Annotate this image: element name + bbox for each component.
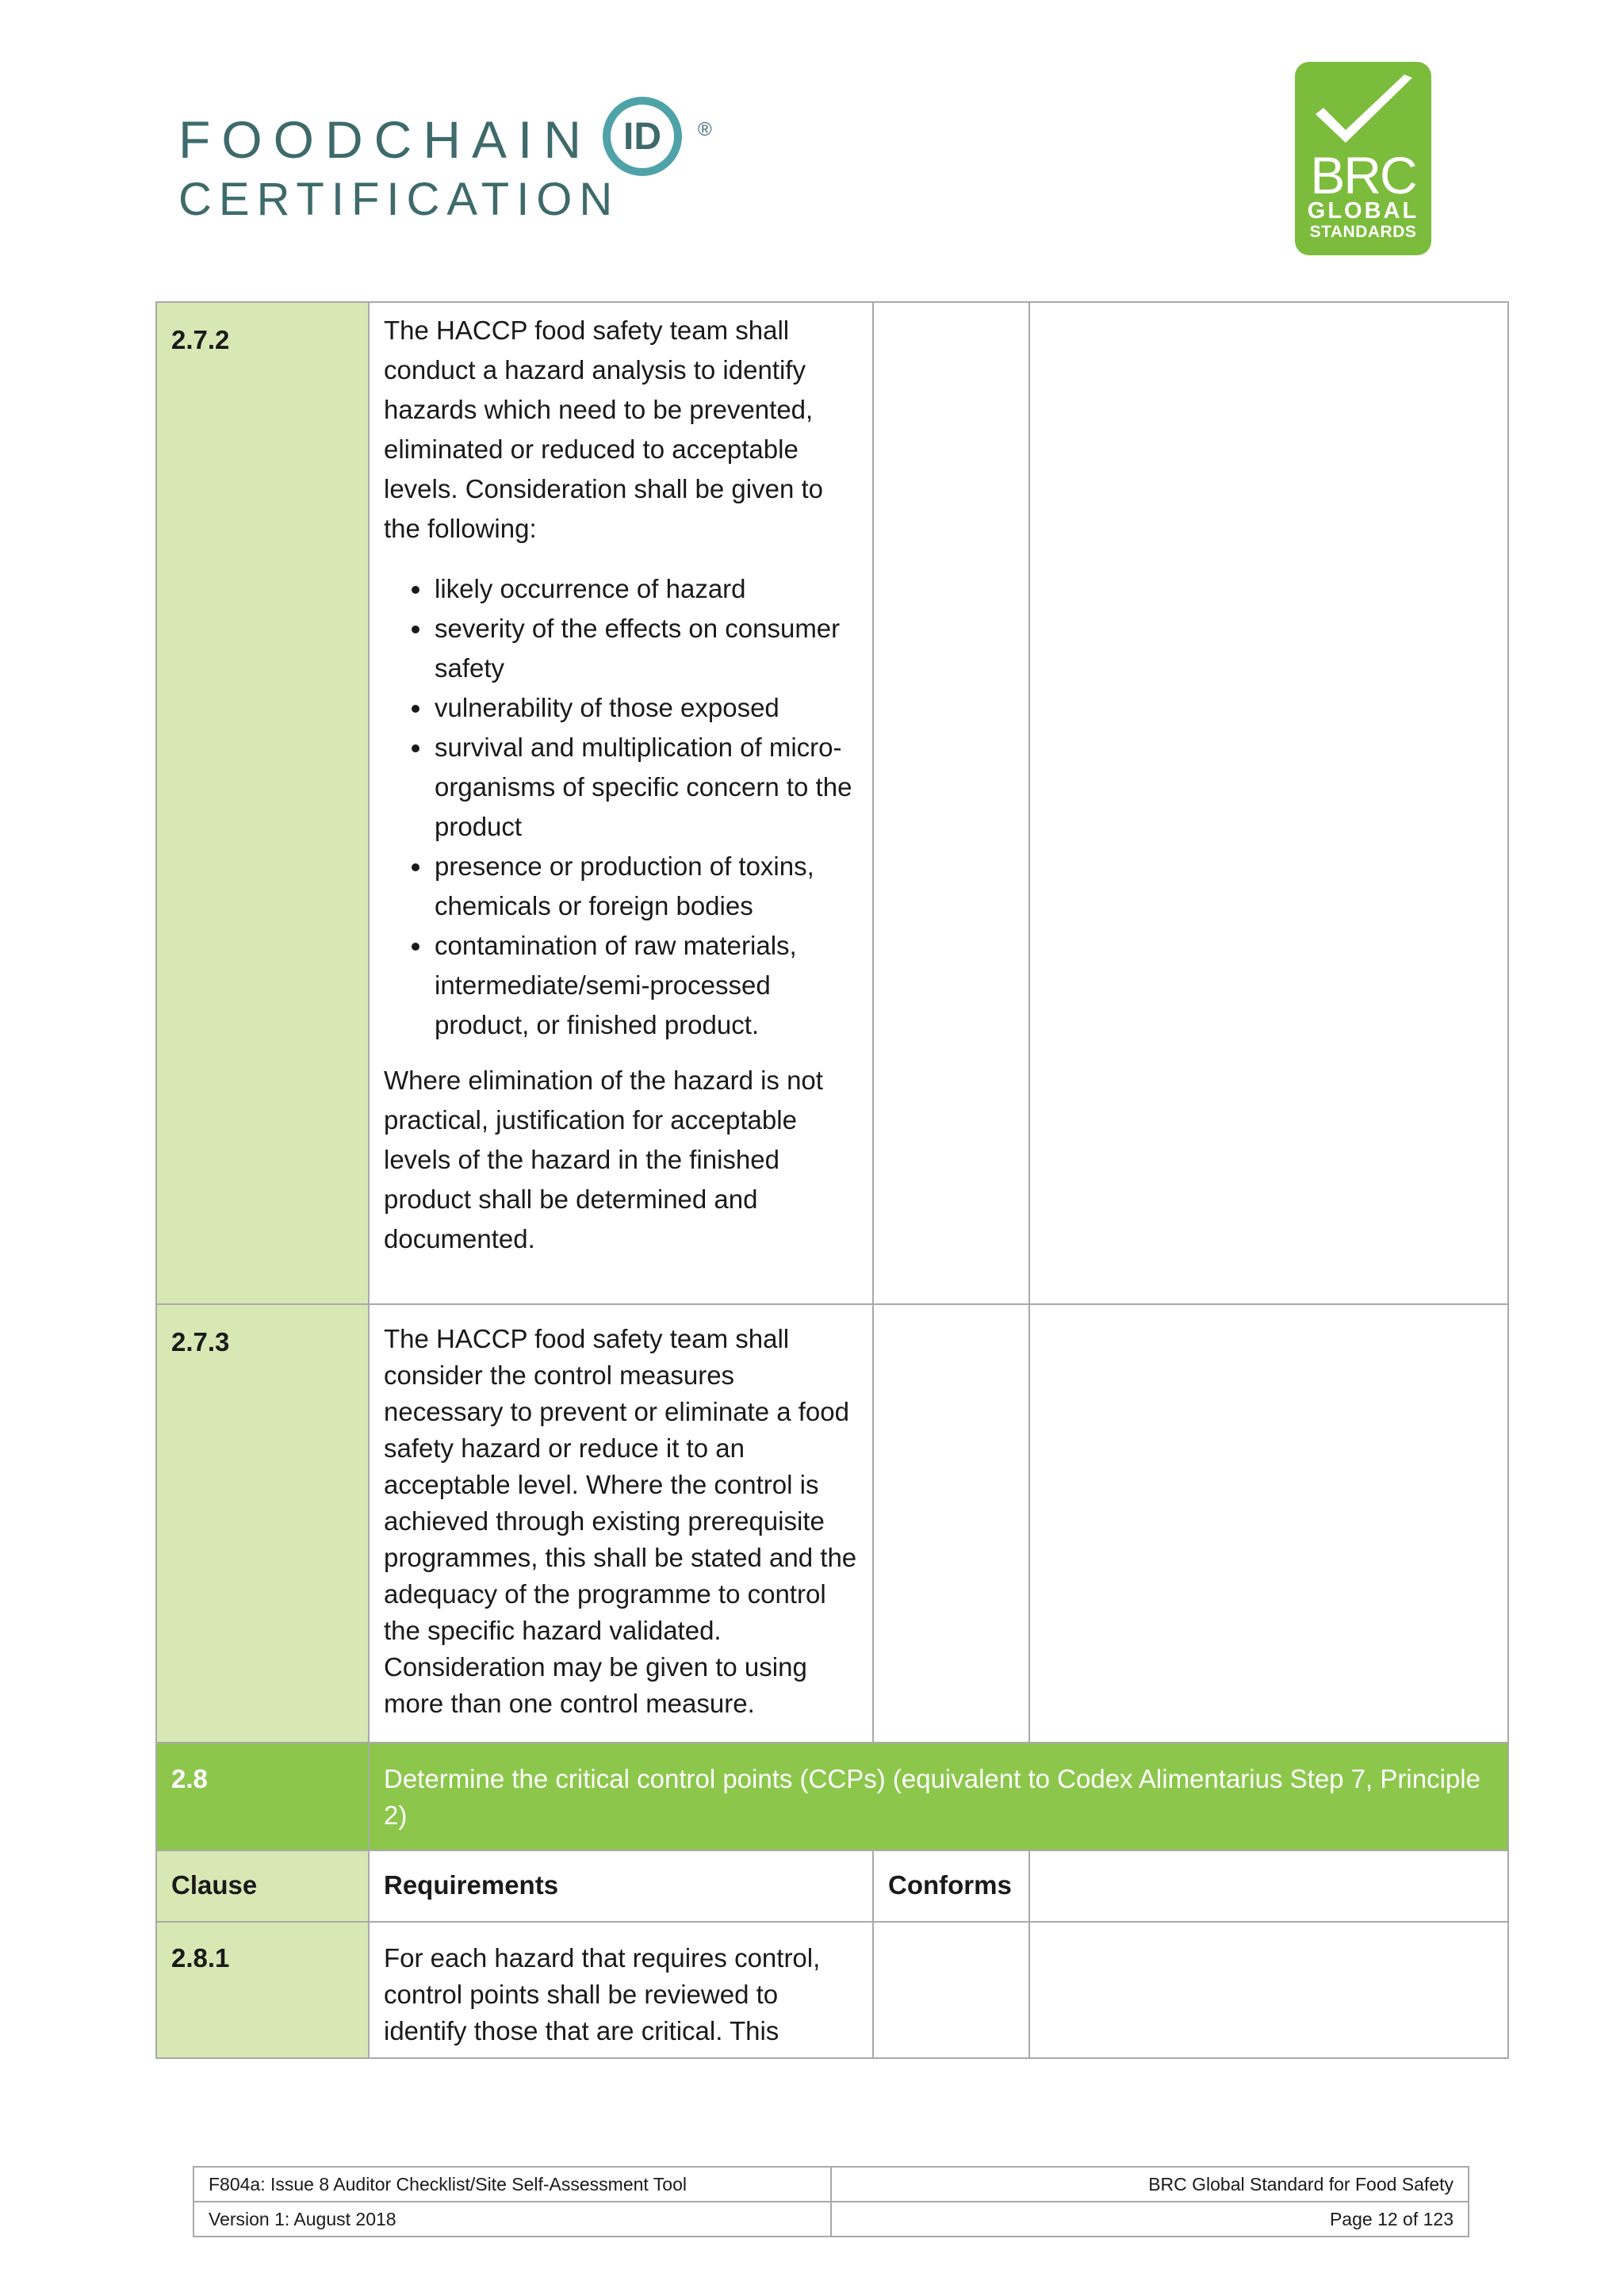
column-header-clause: Clause — [156, 1850, 369, 1922]
footer-row — [193, 2202, 1469, 2237]
comments-cell[interactable] — [1029, 1304, 1508, 1743]
conforms-cell[interactable] — [873, 1304, 1029, 1743]
clause-number: 2.7.2 — [171, 325, 230, 354]
section-title: Determine the critical control points (CCPs) (equivalent to Codex Alimentarius Step 7, Principle 2) — [369, 1743, 1508, 1850]
column-header-conforms: Conforms — [873, 1850, 1029, 1922]
table-row — [156, 1922, 1508, 2058]
clause-cell — [156, 302, 369, 1304]
list-item: • contamination of raw materials, intermediate/semi-processed product, or finished product. — [433, 926, 858, 1045]
column-header-comments — [1029, 1850, 1508, 1922]
footer-doc-title: F804a: Issue 8 Auditor Checklist/Site Self-Assessment Tool — [193, 2167, 831, 2202]
logo-registered-mark: ® — [698, 119, 712, 140]
logo-certification-text: CERTIFICATION — [178, 174, 620, 225]
logo-id-text: ID — [623, 115, 661, 158]
brc-global-standards-logo — [1295, 62, 1431, 255]
logo-foodchain-text: FOODCHAIN — [178, 110, 592, 169]
requirements-cell — [369, 302, 873, 1304]
foodchain-id-logo — [178, 95, 733, 230]
footer-row — [193, 2167, 1469, 2202]
requirement-bullet-list — [384, 569, 858, 1045]
checklist-table — [155, 301, 1509, 2059]
column-header-requirements: Requirements — [369, 1850, 873, 1922]
footer-version: Version 1: August 2018 — [193, 2202, 831, 2237]
page-footer — [193, 2166, 1469, 2237]
section-number: 2.8 — [156, 1743, 369, 1850]
conforms-cell[interactable] — [873, 302, 1029, 1304]
clause-number: 2.8.1 — [171, 1943, 230, 1973]
logo-brc-text: BRC — [1310, 146, 1416, 205]
footer-page-number: Page 12 of 123 — [831, 2202, 1469, 2237]
requirements-cell: For each hazard that requires control, control points shall be reviewed to identify those that are critical. This — [369, 1922, 873, 2058]
column-header-row — [156, 1850, 1508, 1922]
clause-number: 2.7.3 — [171, 1327, 230, 1357]
list-item: • presence or production of toxins, chemicals or foreign bodies — [433, 847, 858, 926]
footer-standard-name: BRC Global Standard for Food Safety — [831, 2167, 1469, 2202]
requirement-intro: The HACCP food safety team shall conduct a hazard analysis to identify hazards which need to be prevented, eliminated or reduced to acceptable levels. Consideration shall be given to the following: — [384, 316, 823, 543]
clause-cell — [156, 1922, 369, 2058]
logo-standards-text: STANDARDS — [1309, 223, 1417, 241]
section-header-row — [156, 1743, 1508, 1850]
clause-cell — [156, 1304, 369, 1743]
conforms-cell[interactable] — [873, 1922, 1029, 2058]
checkmark-icon — [1309, 73, 1417, 152]
comments-cell[interactable] — [1029, 302, 1508, 1304]
requirements-cell: The HACCP food safety team shall consider the control measures necessary to prevent or eliminate a food safety hazard or reduce it to an acceptable level. Where the control is achieved through existing prerequisite programmes, this shall be stated and the adequacy of the programme to control the specific hazard validated. Consideration may be given to using more than one control measure. — [369, 1304, 873, 1743]
logo-id-ring — [603, 97, 682, 176]
comments-cell[interactable] — [1029, 1922, 1508, 2058]
list-item: • severity of the effects on consumer safety — [433, 609, 858, 688]
list-item: • vulnerability of those exposed — [433, 688, 858, 728]
table-row — [156, 1304, 1508, 1743]
table-row — [156, 302, 1508, 1304]
requirement-outro: Where elimination of the hazard is not practical, justification for acceptable levels of the hazard in the finished product shall be determined and documented. — [384, 1066, 823, 1253]
list-item: • survival and multiplication of micro-organisms of specific concern to the product — [433, 728, 858, 847]
logo-global-text: GLOBAL — [1307, 198, 1419, 224]
list-item: • likely occurrence of hazard — [433, 569, 858, 609]
